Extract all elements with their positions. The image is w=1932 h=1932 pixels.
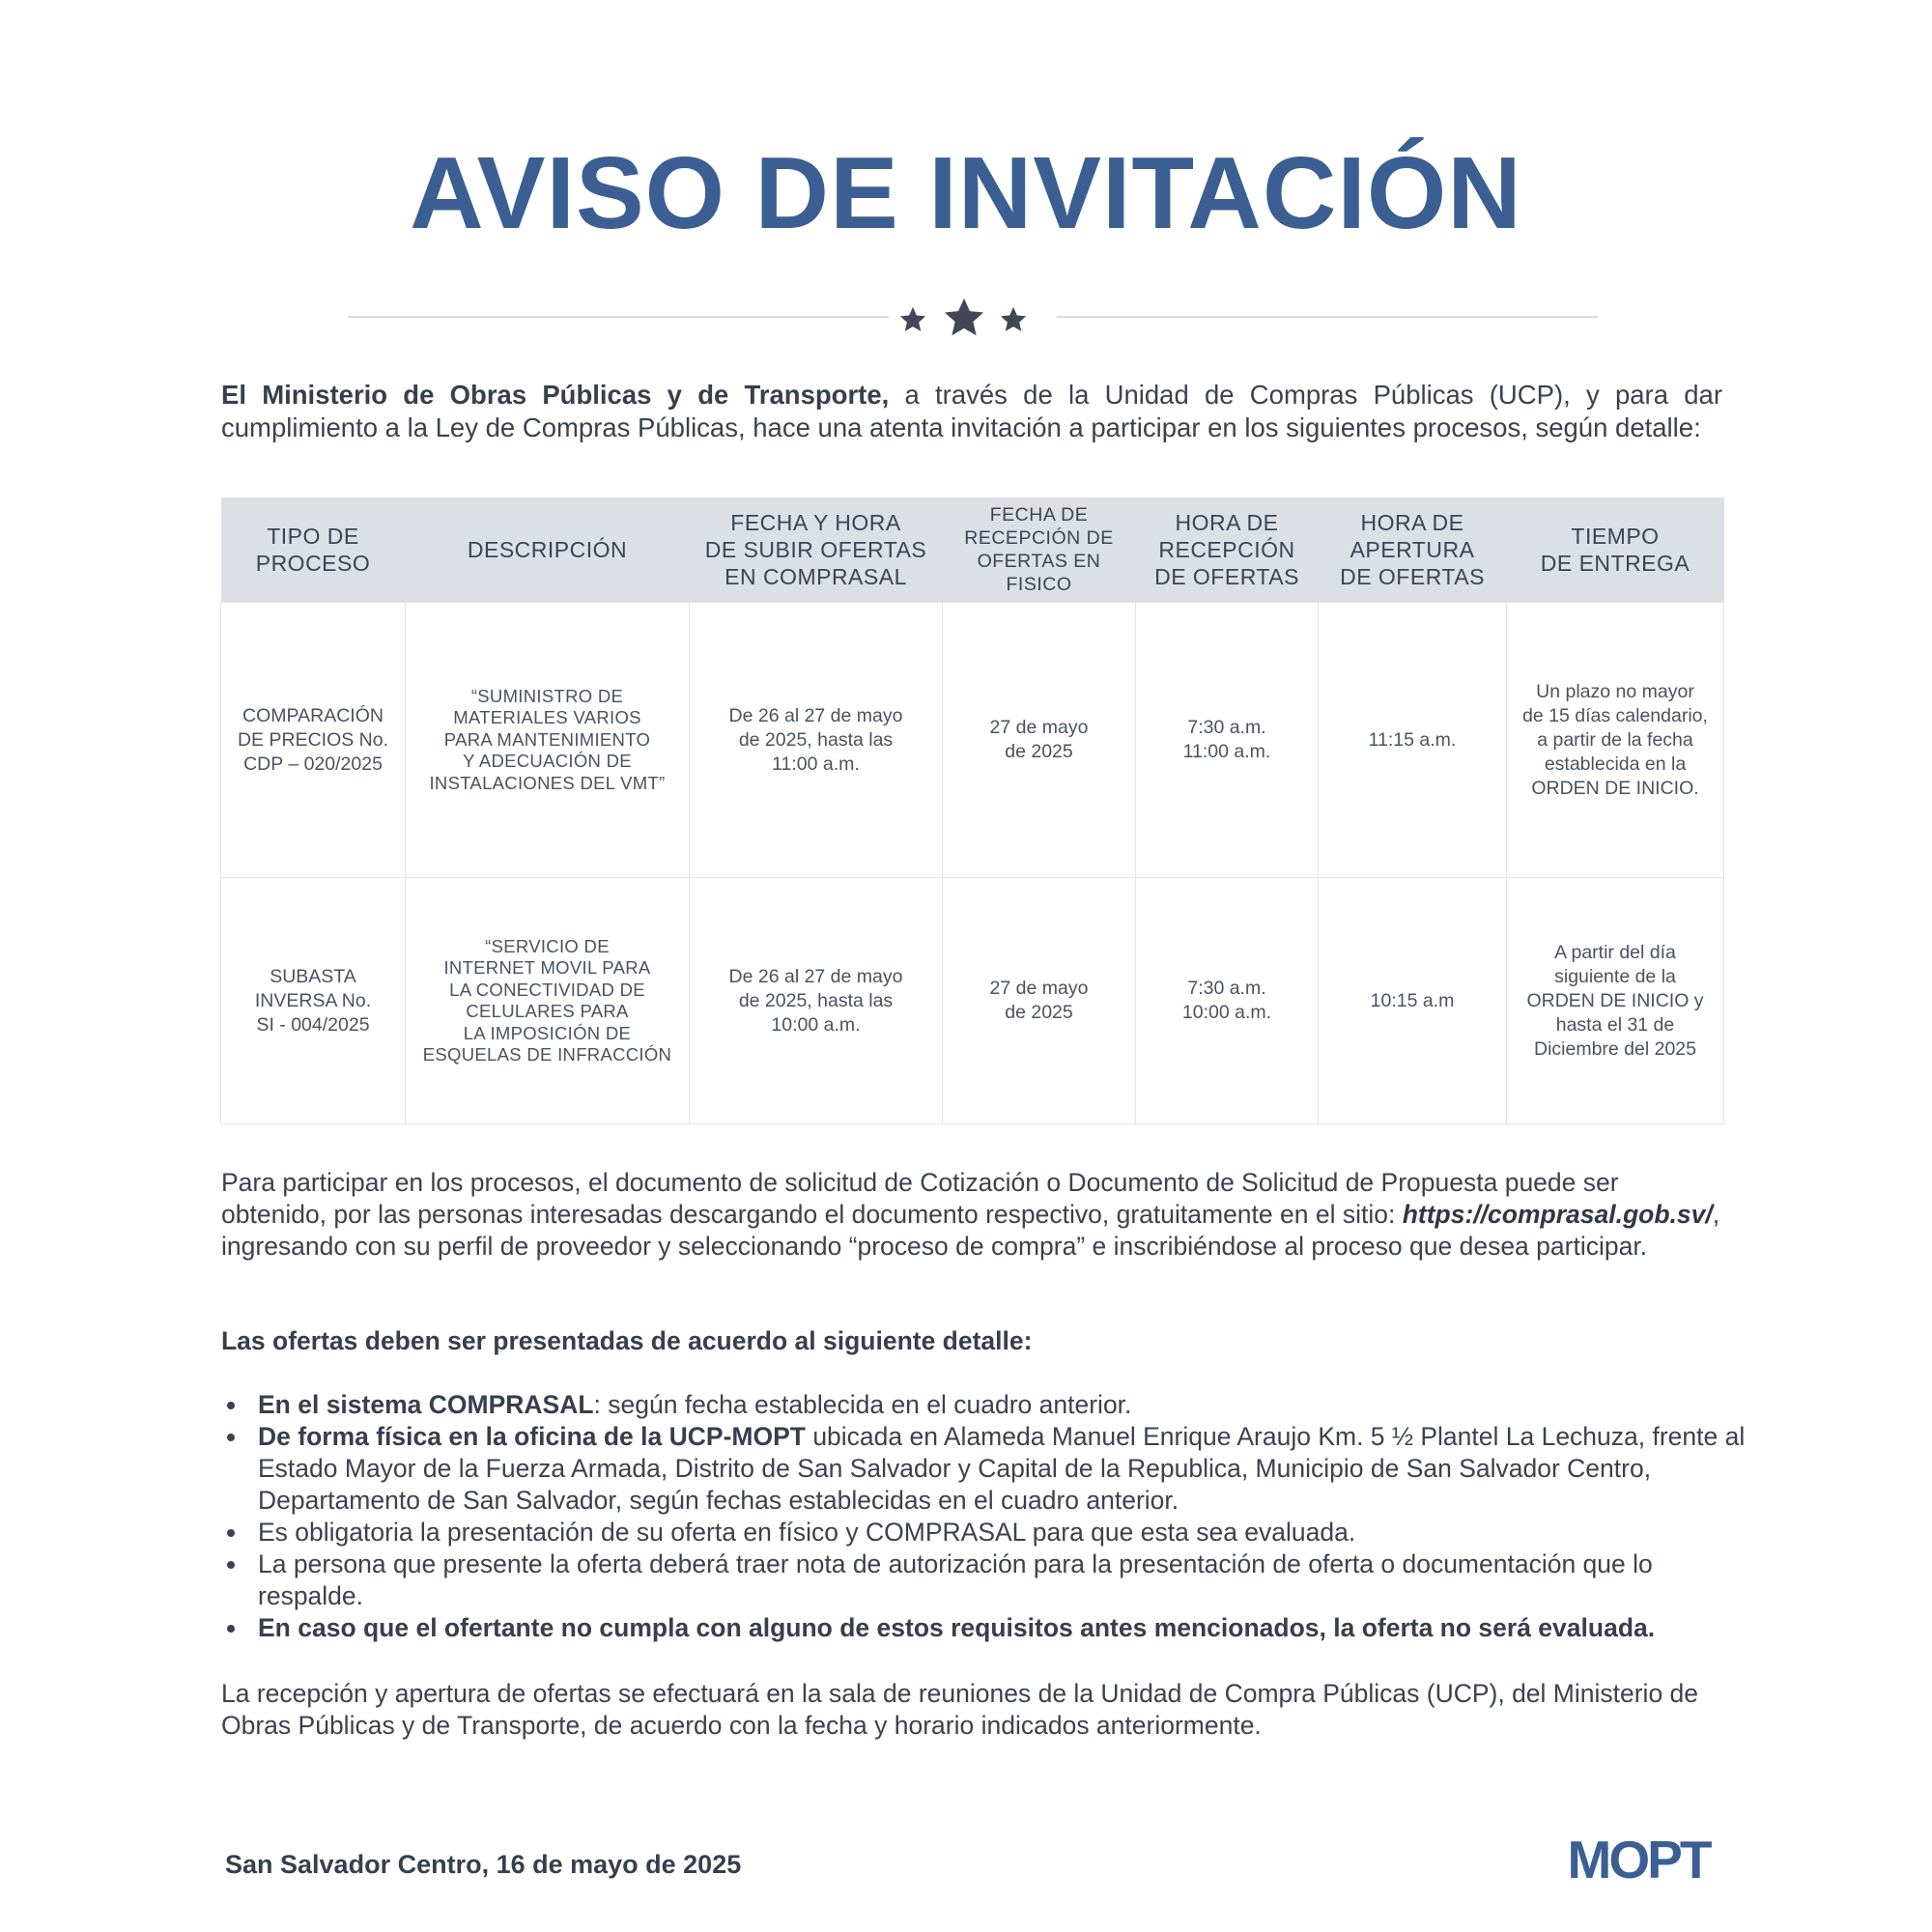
cell-line: A partir del día [1554,941,1676,963]
cell-line: 10:00 a.m. [1181,1002,1272,1023]
title-divider [348,290,1598,348]
upload-date-cell [690,603,943,878]
cell-line: a partir de la fecha [1537,728,1693,751]
stars-ornament [898,290,1047,348]
cell-line: De 26 al 27 de mayo [728,965,903,987]
cell-line: “SERVICIO DE [485,935,610,956]
requirements-heading: Las ofertas deben ser presentadas de acuerdo al siguiente detalle: [221,1326,1033,1355]
cell-line: TIPO DE [267,524,359,549]
cell-line: 27 de mayo [989,978,1089,999]
cell-line: De 26 al 27 de mayo [728,704,903,726]
list-item [258,1517,1761,1548]
cell-line: 7:30 a.m. [1187,717,1266,738]
cell-line: PARA MANTENIMIENTO [443,728,651,750]
cell-line: 10:00 a.m. [771,1013,861,1036]
header-cell [1319,497,1507,603]
physical-date-cell [943,878,1136,1124]
cell-line: FISICO [1006,574,1072,595]
cell-line: SUBASTA [270,965,356,987]
reception-paragraph: La recepción y apertura de ofertas se efectuará en la sala de reuniones de la Unidad de Compra Públicas (UCP), del Ministerio de Obras Públicas y de Transporte, de acuerdo con la fecha y horario indicados anteriormente. [221,1679,1699,1740]
requirements-list [221,1389,1761,1644]
footer-date: San Salvador Centro, 16 de mayo de 2025 [225,1850,742,1879]
cell-line: INTERNET MOVIL PARA [443,957,651,978]
cell-line: 27 de mayo [989,717,1089,738]
list-item-bold: En caso que el ofertante no cumpla con alguno de estos requisitos antes mencionados, la oferta no será evaluada. [258,1613,1656,1642]
cell-line: TIEMPO [1571,524,1660,549]
cell-line: OFERTAS EN [977,551,1101,572]
intro-text: a través de la Unidad de Compras Públicas (UCP), y para dar cumplimiento a la Ley de Compras Públicas, hace una atenta invitación a participar en los siguientes procesos, según detalle: [221,380,1722,442]
cell-line: 11:00 a.m. [772,753,860,775]
cell-line: ORDEN DE INICIO. [1531,777,1699,799]
intro-paragraph [221,379,1722,444]
cell-line: DE PRECIOS No. [237,728,389,751]
cell-line: EN COMPRASAL [724,564,907,589]
description-cell [406,878,690,1124]
cell-line: FECHA Y HORA [730,510,901,535]
cell-line: DE ENTREGA [1540,551,1690,576]
process-table [220,497,1724,1124]
mopt-logo [1561,1833,1716,1884]
logo-text: MOPT [1567,1833,1710,1884]
cell-line: CELULARES PARA [466,1001,629,1021]
cell-line: Un plazo no mayor [1536,680,1694,702]
divider-line-left [348,316,889,318]
table-row [221,603,1724,878]
reception-time-cell [1136,603,1319,878]
cell-line: HORA DE [1175,510,1279,535]
cell-line: DE OFERTAS [1340,564,1485,589]
table-header-row [221,497,1724,603]
list-item [258,1612,1761,1644]
ministry-name: El Ministerio de Obras Públicas y de Transporte, [221,380,890,410]
participation-paragraph [221,1167,1724,1263]
star-icon [999,305,1028,334]
list-item [258,1548,1761,1612]
divider-line-right [1057,316,1598,318]
page-title: AVISO DE INVITACIÓN [410,136,1522,250]
cell-line: LA CONECTIVIDAD DE [449,979,645,1000]
cell-line: APERTURA [1350,537,1475,562]
cell-line: Y ADECUACIÓN DE [463,751,632,772]
cell-line: RECEPCIÓN DE [964,527,1114,549]
process-type-cell [221,603,406,878]
comprasal-link[interactable]: https://comprasal.gob.sv/ [1402,1200,1713,1229]
header-cell [1136,497,1319,603]
cell-line: de 2025, hasta las [738,728,894,751]
process-type-cell [221,878,406,1124]
header-cell [1507,497,1724,603]
cell-line: Diciembre del 2025 [1533,1037,1696,1060]
cell-line: FECHA DE [989,504,1089,526]
delivery-time-cell [1507,603,1724,878]
list-item-text: La persona que presente la oferta deberá traer nota de autorización para la presentación de oferta o documentación que lo respalde. [258,1549,1653,1610]
participation-text-continued: , ingresando con su perfil de proveedor y seleccionando “proceso de compra” e inscribiéndose al proceso que desea participar. [221,1200,1720,1261]
cell-line: de 2025 [1005,1002,1073,1023]
cell-line: RECEPCIÓN [1158,537,1295,562]
cell-line: PROCESO [255,551,371,576]
list-item-bold: De forma física en la oficina de la UCP-MOPT [258,1422,806,1451]
star-icon [942,296,986,340]
delivery-time-cell [1507,878,1724,1124]
reception-time-cell [1136,878,1319,1124]
upload-date-cell [690,878,943,1124]
cell-line: COMPARACIÓN [242,704,384,726]
cell-line: HORA DE [1360,510,1464,535]
opening-time-cell [1319,603,1507,878]
header-cell [943,497,1136,603]
cell-line: establecida en la [1544,753,1687,775]
cell-line: siguiente de la [1554,965,1676,987]
cell-line: 10:15 a.m [1370,989,1455,1011]
cell-line: de 15 días calendario, [1522,704,1708,726]
cell-line: ESQUELAS DE INFRACCIÓN [422,1044,672,1065]
cell-line: 7:30 a.m. [1187,978,1266,999]
list-item-text: ubicada en Alameda Manuel Enrique Araujo Km. 5 ½ Plantel La Lechuza, frente al Estado Mayor de la Fuerza Armada, Distrito de San Salvador y Capital de la Republica, Municipio de San Salvador Centro, Departamento de San Salvador, según fechas establecidas en el cuadro anterior. [258,1422,1746,1515]
table-row [221,878,1724,1124]
header-cell [690,497,943,603]
participation-text: Para participar en los procesos, el documento de solicitud de Cotización o Documento de Solicitud de Propuesta puede ser obtenido, por las personas interesadas descargando el documento respectivo, gratuitamente en el sitio: [221,1168,1619,1229]
physical-date-cell [943,603,1136,878]
description-cell [406,603,690,878]
cell-line: de 2025 [1005,741,1073,762]
cell-line: ORDEN DE INICIO y [1526,989,1704,1011]
cell-line: hasta el 31 de [1555,1013,1675,1036]
cell-line: MATERIALES VARIOS [453,707,641,728]
cell-line: DE OFERTAS [1154,564,1299,589]
cell-line: INVERSA No. [254,989,372,1011]
cell-line: de 2025, hasta las [738,989,894,1011]
list-item-text: Es obligatoria la presentación de su oferta en físico y COMPRASAL para que esta sea evaluada. [258,1518,1356,1547]
list-item [258,1421,1761,1517]
header-cell [221,497,406,603]
cell-line: DESCRIPCIÓN [467,537,628,562]
list-item-text: : según fecha establecida en el cuadro anterior. [593,1390,1132,1419]
cell-line: 11:00 a.m. [1182,741,1271,762]
cell-line: DE SUBIR OFERTAS [704,537,927,562]
header-cell [406,497,690,603]
cell-line: LA IMPOSICIÓN DE [463,1022,632,1043]
cell-line: CDP – 020/2025 [243,753,383,775]
cell-line: “SUMINISTRO DE [470,685,624,706]
opening-time-cell [1319,878,1507,1124]
cell-line: INSTALACIONES DEL VMT” [429,772,666,793]
list-item-bold: En el sistema COMPRASAL [258,1390,594,1419]
star-icon [898,305,927,334]
cell-line: SI - 004/2025 [256,1013,370,1036]
list-item [258,1389,1761,1421]
cell-line: 11:15 a.m. [1368,728,1457,751]
